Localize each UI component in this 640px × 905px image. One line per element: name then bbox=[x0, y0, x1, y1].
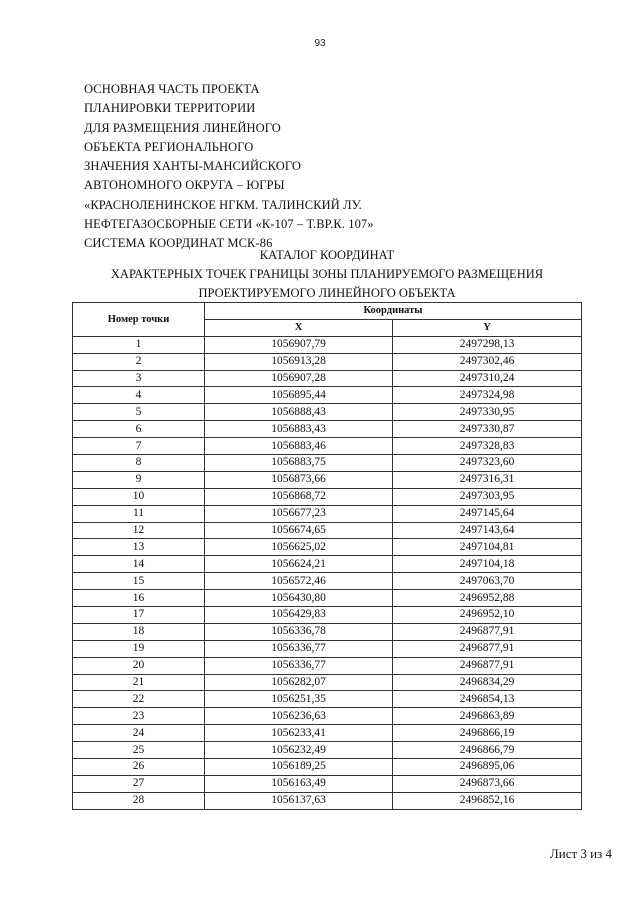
table-row bbox=[73, 691, 582, 708]
sheet-label: Лист 3 из 4 bbox=[549, 846, 612, 861]
x-coordinate-cell: 1056625,02 bbox=[205, 539, 393, 556]
header-line: ДЛЯ РАЗМЕЩЕНИЯ ЛИНЕЙНОГО bbox=[84, 120, 281, 135]
x-coordinate-cell: 1056251,35 bbox=[205, 691, 393, 708]
point-number-cell: 22 bbox=[73, 691, 205, 708]
table-row bbox=[73, 488, 582, 505]
point-number-cell: 5 bbox=[73, 404, 205, 421]
point-number-cell: 12 bbox=[73, 522, 205, 539]
header-point-number: Номер точки bbox=[73, 303, 205, 337]
point-number-cell: 10 bbox=[73, 488, 205, 505]
header-x: X bbox=[205, 319, 393, 336]
point-number-cell: 8 bbox=[73, 455, 205, 472]
y-coordinate-cell: 2496863,89 bbox=[393, 708, 582, 725]
catalog-title-line: ХАРАКТЕРНЫХ ТОЧЕК ГРАНИЦЫ ЗОНЫ ПЛАНИРУЕМОГО РАЗМЕЩЕНИЯ bbox=[110, 267, 544, 282]
point-number-cell: 26 bbox=[73, 759, 205, 776]
project-header bbox=[84, 80, 374, 254]
header-line: ОБЪЕКТА РЕГИОНАЛЬНОГО bbox=[84, 139, 254, 154]
header-line: АВТОНОМНОГО ОКРУГА – ЮГРЫ bbox=[84, 178, 285, 193]
y-coordinate-cell: 2497310,24 bbox=[393, 370, 582, 387]
point-number-cell: 20 bbox=[73, 657, 205, 674]
x-coordinate-cell: 1056883,75 bbox=[205, 455, 393, 472]
x-coordinate-cell: 1056907,79 bbox=[205, 336, 393, 353]
x-coordinate-cell: 1056907,28 bbox=[205, 370, 393, 387]
y-coordinate-cell: 2496877,91 bbox=[393, 640, 582, 657]
point-number-cell: 17 bbox=[73, 607, 205, 624]
x-coordinate-cell: 1056163,49 bbox=[205, 775, 393, 792]
point-number-cell: 2 bbox=[73, 353, 205, 370]
catalog-title bbox=[0, 246, 640, 304]
table-row bbox=[73, 640, 582, 657]
table-row bbox=[73, 505, 582, 522]
y-coordinate-cell: 2496952,88 bbox=[393, 590, 582, 607]
header-line: НЕФТЕГАЗОСБОРНЫЕ СЕТИ «К-107 – Т.ВР.К. 107» bbox=[84, 217, 374, 232]
table-row bbox=[73, 387, 582, 404]
header-line: ЗНАЧЕНИЯ ХАНТЫ-МАНСИЙСКОГО bbox=[84, 159, 301, 174]
y-coordinate-cell: 2496866,19 bbox=[393, 725, 582, 742]
table-row bbox=[73, 759, 582, 776]
y-coordinate-cell: 2497330,87 bbox=[393, 421, 582, 438]
point-number-cell: 24 bbox=[73, 725, 205, 742]
y-coordinate-cell: 2496895,06 bbox=[393, 759, 582, 776]
table-row bbox=[73, 421, 582, 438]
x-coordinate-cell: 1056624,21 bbox=[205, 556, 393, 573]
table-row bbox=[73, 590, 582, 607]
x-coordinate-cell: 1056233,41 bbox=[205, 725, 393, 742]
point-number-cell: 3 bbox=[73, 370, 205, 387]
point-number-cell: 7 bbox=[73, 438, 205, 455]
table-row bbox=[73, 775, 582, 792]
point-number-cell: 19 bbox=[73, 640, 205, 657]
point-number-cell: 9 bbox=[73, 471, 205, 488]
y-coordinate-cell: 2496834,29 bbox=[393, 674, 582, 691]
y-coordinate-cell: 2496877,91 bbox=[393, 623, 582, 640]
y-coordinate-cell: 2496877,91 bbox=[393, 657, 582, 674]
x-coordinate-cell: 1056336,78 bbox=[205, 623, 393, 640]
point-number-cell: 23 bbox=[73, 708, 205, 725]
x-coordinate-cell: 1056232,49 bbox=[205, 742, 393, 759]
table-row bbox=[73, 792, 582, 809]
y-coordinate-cell: 2496854,13 bbox=[393, 691, 582, 708]
y-coordinate-cell: 2496873,66 bbox=[393, 775, 582, 792]
y-coordinate-cell: 2497104,81 bbox=[393, 539, 582, 556]
header-line: «КРАСНОЛЕНИНСКОЕ НГКМ. ТАЛИНСКИЙ ЛУ. bbox=[84, 197, 362, 212]
x-coordinate-cell: 1056189,25 bbox=[205, 759, 393, 776]
coordinates-rows bbox=[73, 336, 582, 809]
x-coordinate-cell: 1056236,63 bbox=[205, 708, 393, 725]
point-number-cell: 15 bbox=[73, 573, 205, 590]
y-coordinate-cell: 2497298,13 bbox=[393, 336, 582, 353]
x-coordinate-cell: 1056868,72 bbox=[205, 488, 393, 505]
y-coordinate-cell: 2496852,16 bbox=[393, 792, 582, 809]
y-coordinate-cell: 2497143,64 bbox=[393, 522, 582, 539]
table-row bbox=[73, 573, 582, 590]
y-coordinate-cell: 2497302,46 bbox=[393, 353, 582, 370]
table-row bbox=[73, 742, 582, 759]
table-row bbox=[73, 607, 582, 624]
y-coordinate-cell: 2496866,79 bbox=[393, 742, 582, 759]
x-coordinate-cell: 1056895,44 bbox=[205, 387, 393, 404]
x-coordinate-cell: 1056430,80 bbox=[205, 590, 393, 607]
table-row bbox=[73, 556, 582, 573]
point-number-cell: 25 bbox=[73, 742, 205, 759]
point-number-cell: 14 bbox=[73, 556, 205, 573]
table-row bbox=[73, 404, 582, 421]
y-coordinate-cell: 2497323,60 bbox=[393, 455, 582, 472]
y-coordinate-cell: 2497063,70 bbox=[393, 573, 582, 590]
y-coordinate-cell: 2496952,10 bbox=[393, 607, 582, 624]
header-y: Y bbox=[393, 319, 582, 336]
point-number-cell: 27 bbox=[73, 775, 205, 792]
x-coordinate-cell: 1056572,46 bbox=[205, 573, 393, 590]
table-row bbox=[73, 708, 582, 725]
table-row bbox=[73, 471, 582, 488]
table-row bbox=[73, 657, 582, 674]
point-number-cell: 21 bbox=[73, 674, 205, 691]
header-line: ПЛАНИРОВКИ ТЕРРИТОРИИ bbox=[84, 101, 256, 116]
table-row bbox=[73, 539, 582, 556]
table-row bbox=[73, 438, 582, 455]
x-coordinate-cell: 1056674,65 bbox=[205, 522, 393, 539]
x-coordinate-cell: 1056883,46 bbox=[205, 438, 393, 455]
x-coordinate-cell: 1056282,07 bbox=[205, 674, 393, 691]
x-coordinate-cell: 1056873,66 bbox=[205, 471, 393, 488]
x-coordinate-cell: 1056677,23 bbox=[205, 505, 393, 522]
x-coordinate-cell: 1056883,43 bbox=[205, 421, 393, 438]
y-coordinate-cell: 2497324,98 bbox=[393, 387, 582, 404]
table-row bbox=[73, 674, 582, 691]
point-number-cell: 16 bbox=[73, 590, 205, 607]
point-number-cell: 18 bbox=[73, 623, 205, 640]
y-coordinate-cell: 2497328,83 bbox=[393, 438, 582, 455]
point-number-cell: 1 bbox=[73, 336, 205, 353]
header-coordinates: Координаты bbox=[205, 303, 582, 320]
x-coordinate-cell: 1056913,28 bbox=[205, 353, 393, 370]
table-row bbox=[73, 725, 582, 742]
x-coordinate-cell: 1056888,43 bbox=[205, 404, 393, 421]
x-coordinate-cell: 1056336,77 bbox=[205, 657, 393, 674]
catalog-title-line: КАТАЛОГ КООРДИНАТ bbox=[259, 248, 395, 262]
point-number-cell: 4 bbox=[73, 387, 205, 404]
x-coordinate-cell: 1056429,83 bbox=[205, 607, 393, 624]
table-row bbox=[73, 336, 582, 353]
table-row bbox=[73, 455, 582, 472]
page-number: 93 bbox=[314, 38, 326, 49]
table-row bbox=[73, 522, 582, 539]
y-coordinate-cell: 2497145,64 bbox=[393, 505, 582, 522]
coordinates-table bbox=[72, 302, 582, 810]
y-coordinate-cell: 2497303,95 bbox=[393, 488, 582, 505]
x-coordinate-cell: 1056336,77 bbox=[205, 640, 393, 657]
y-coordinate-cell: 2497316,31 bbox=[393, 471, 582, 488]
point-number-cell: 6 bbox=[73, 421, 205, 438]
header-line: СИСТЕМА КООРДИНАТ МСК-86 bbox=[84, 236, 273, 251]
catalog-title-line: ПРОЕКТИРУЕМОГО ЛИНЕЙНОГО ОБЪЕКТА bbox=[198, 286, 456, 301]
table-row bbox=[73, 370, 582, 387]
table-row bbox=[73, 623, 582, 640]
header-line: ОСНОВНАЯ ЧАСТЬ ПРОЕКТА bbox=[84, 82, 260, 96]
y-coordinate-cell: 2497330,95 bbox=[393, 404, 582, 421]
x-coordinate-cell: 1056137,63 bbox=[205, 792, 393, 809]
point-number-cell: 28 bbox=[73, 792, 205, 809]
point-number-cell: 13 bbox=[73, 539, 205, 556]
table-row bbox=[73, 353, 582, 370]
y-coordinate-cell: 2497104,18 bbox=[393, 556, 582, 573]
point-number-cell: 11 bbox=[73, 505, 205, 522]
